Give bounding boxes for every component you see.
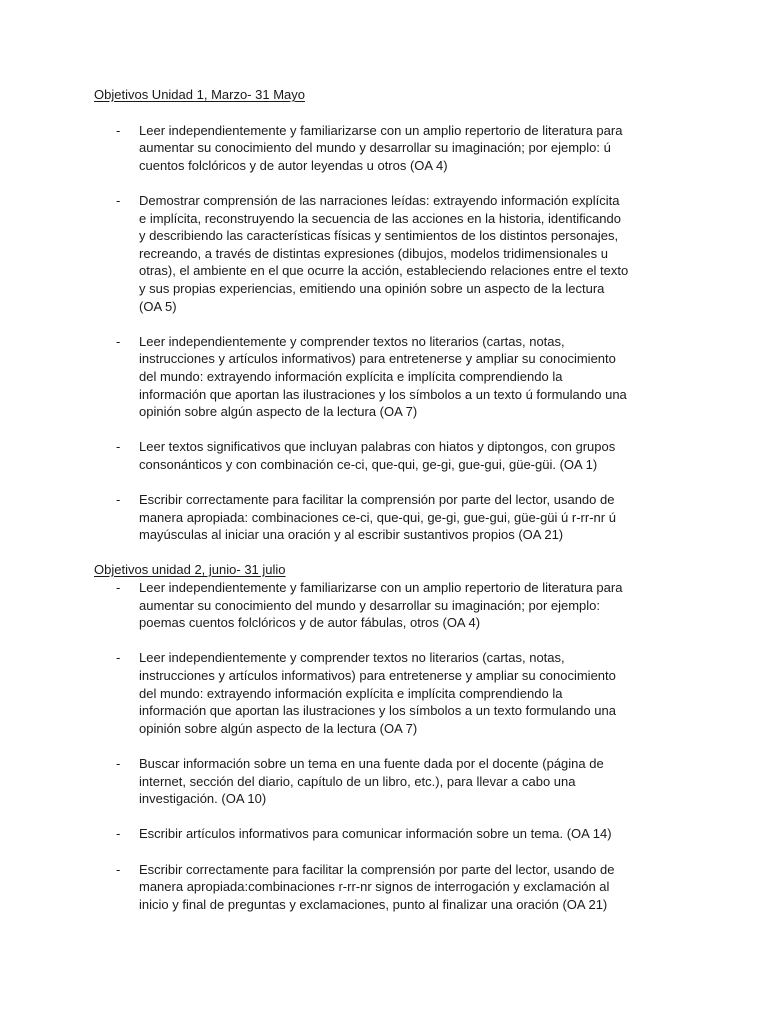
item-line: manera apropiada: combinaciones ce-ci, que-qui, ge-gi, gue-gui, güe-güi ú r-rr-nr ú [139,509,616,525]
item-line: del mundo: extrayendo información explícita e implícita comprendiendo la [139,368,563,384]
list-item [94,649,684,737]
item-line: cuentos folclóricos y de autor leyendas u otros (OA 4) [139,157,448,173]
item-line: (OA 5) [139,298,177,314]
item-line: aumentar su conocimiento del mundo y desarrollar su imaginación; por ejemplo: ú [139,140,611,156]
section-heading: Objetivos unidad 2, junio- 31 julio [94,562,286,577]
item-line: opinión sobre algún aspecto de la lectura (OA 7) [139,720,418,736]
section-unidad-2 [94,561,684,931]
item-line: consonánticos y con combinación ce-ci, que-qui, ge-gi, gue-gui, güe-güi. (OA 1) [139,456,598,472]
item-line: opinión sobre algún aspecto de la lectura (OA 7) [139,404,418,420]
bullet-dash: - [116,861,121,877]
item-line: otras), el ambiente en el que ocurre la acción, estableciendo relaciones entre el texto [139,263,629,279]
bullet-dash: - [116,333,121,349]
item-line: Leer independientemente y comprender textos no literarios (cartas, notas, [139,650,565,666]
list-item [94,192,684,315]
list-item [94,333,684,421]
list-item [94,122,684,175]
bullet-dash: - [116,192,121,208]
list-item [94,825,684,843]
item-line: Escribir artículos informativos para comunicar información sobre un tema. (OA 14) [139,826,612,842]
list-item [94,755,684,808]
bullet-dash: - [116,755,121,771]
bullet-dash: - [116,650,121,666]
item-line: poemas cuentos folclóricos y de autor fábulas, otros (OA 4) [139,615,481,631]
item-line: Escribir correctamente para facilitar la comprensión por parte del lector, usando de [139,861,615,877]
item-line: Leer independientemente y familiarizarse con un amplio repertorio de literatura para [139,580,623,595]
item-line: Escribir correctamente para facilitar la comprensión por parte del lector, usando de [139,492,615,508]
item-line: investigación. (OA 10) [139,791,267,807]
item-line: del mundo: extrayendo información explícita e implícita comprendiendo la [139,685,563,701]
item-line: e implícita, reconstruyendo la secuencia de las acciones en la historia, identificando [139,210,621,226]
item-line: manera apropiada:combinaciones r-rr-nr signos de interrogación y exclamación al [139,879,610,895]
item-line: aumentar su conocimiento del mundo y desarrollar su imaginación; por ejemplo: [139,597,601,613]
item-line: Leer textos significativos que incluyan palabras con hiatos y diptongos, con grupos [139,439,616,455]
item-line: Demostrar comprensión de las narraciones leídas: extrayendo información explícita [139,192,620,208]
objectives-list [94,579,684,913]
item-line: Leer independientemente y familiarizarse con un amplio repertorio de literatura para [139,122,623,138]
list-item [94,579,684,632]
item-line: y sus propias experiencias, emitiendo una opinión sobre un aspecto de la lectura [139,280,605,296]
bullet-dash: - [116,580,121,595]
list-item [94,438,684,473]
item-line: información que aportan las ilustraciones y los símbolos a un texto formulando una [139,703,616,719]
section-unidad-1 [94,86,684,561]
item-line: Leer independientemente y comprender textos no literarios (cartas, notas, [139,333,565,349]
item-line: información que aportan las ilustraciones y los símbolos a un texto ú formulando una [139,386,627,402]
item-line: internet, sección del diario, capítulo de un libro, etc.), para llevar a cabo una [139,773,576,789]
item-line: instrucciones y artículos informativos) para entretenerse y ampliar su conocimiento [139,351,616,367]
section-heading: Objetivos Unidad 1, Marzo- 31 Mayo [94,87,305,102]
bullet-dash: - [116,492,121,508]
bullet-dash: - [116,439,121,455]
bullet-dash: - [116,122,121,138]
item-line: instrucciones y artículos informativos) para entretenerse y ampliar su conocimiento [139,667,616,683]
item-line: inicio y final de preguntas y exclamaciones, punto al finalizar una oración (OA 21) [139,896,608,912]
item-line: Buscar información sobre un tema en una fuente dada por el docente (página de [139,755,604,771]
item-line: recreando, a través de distintas expresiones (dibujos, modelos tridimensionales u [139,245,608,261]
bullet-dash: - [116,826,121,842]
list-item [94,491,684,544]
item-line: mayúsculas al iniciar una oración y al escribir sustantivos propios (OA 21) [139,527,564,543]
item-line: y describiendo las características físicas y sentimientos de los distintos personajes, [139,228,619,244]
objectives-list [94,122,684,544]
list-item [94,861,684,914]
